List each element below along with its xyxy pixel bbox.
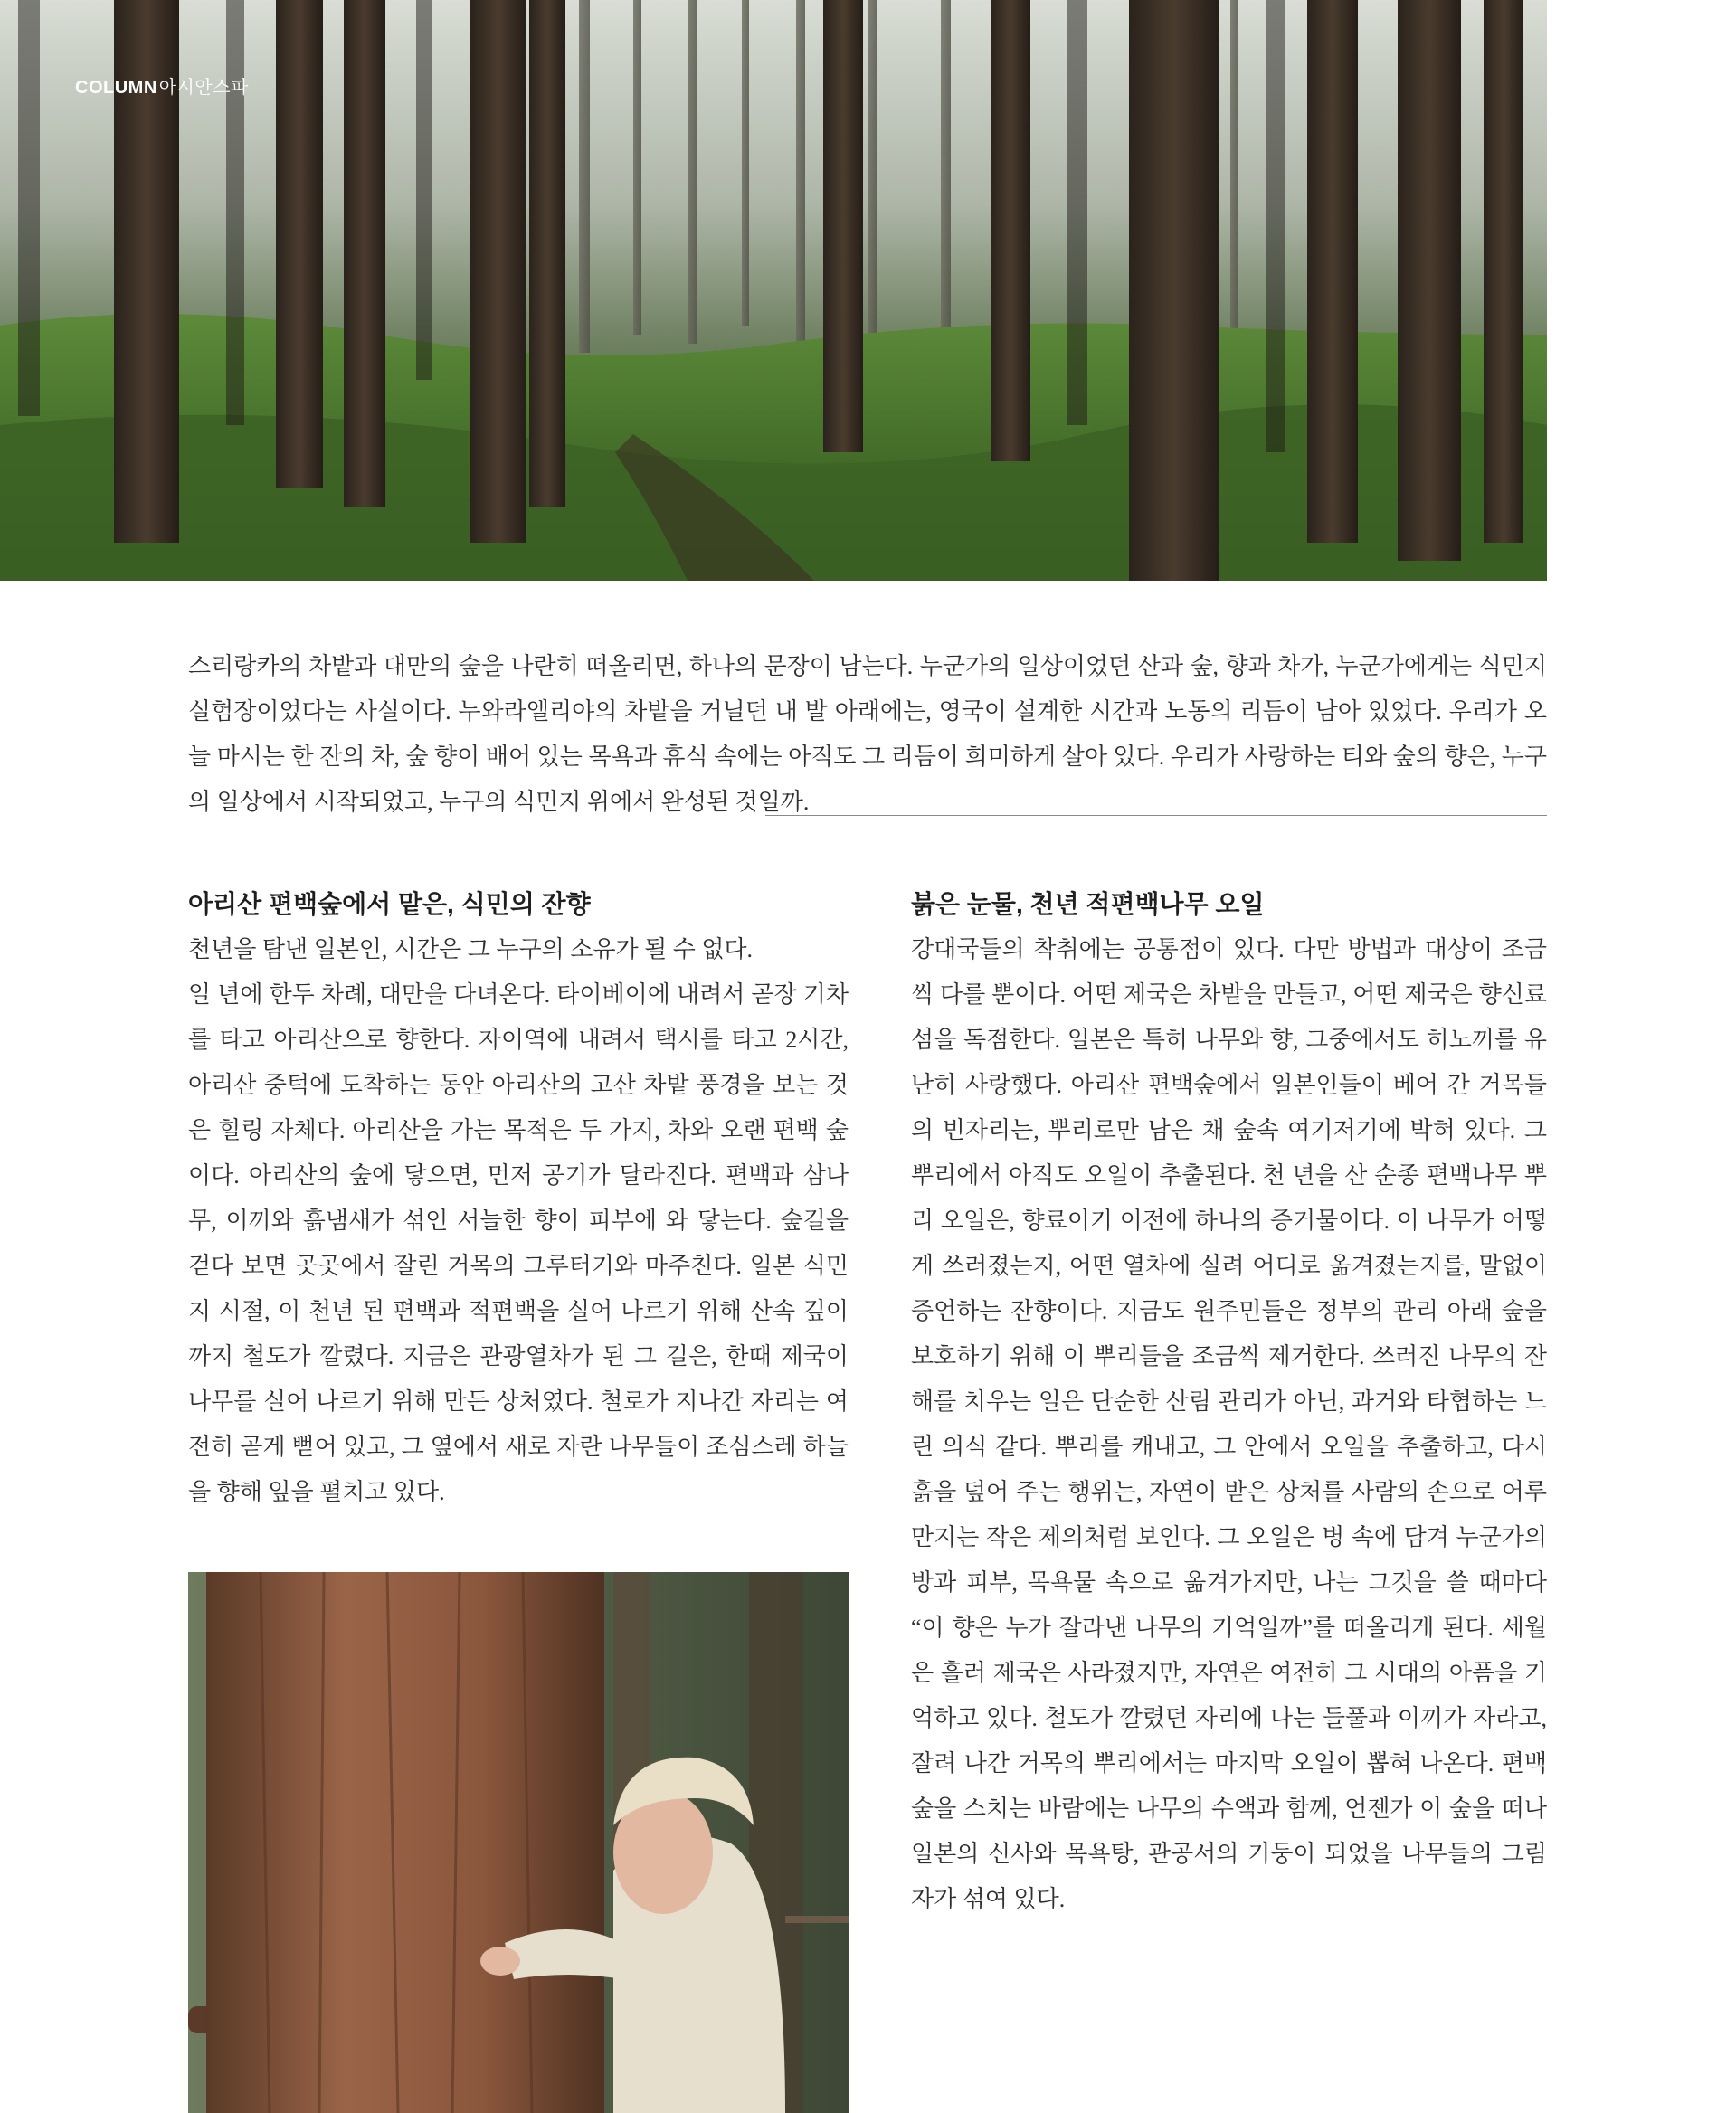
right-body: 강대국들의 착취에는 공통점이 있다. 다만 방법과 대상이 조금씩 다를 뿐이다. 어떤 제국은 차밭을 만들고, 어떤 제국은 향신료 섬을 독점한다. 일본은 특히 나무와 향, 그중에서도 히노끼를 유난히 사랑했다. 아리산 편백숲에서 일본인들이 베어 간 거목들의 빈자리는, 뿌리로만 남은 채 숲속 여기저기에 박혀 있다. 그 뿌리에서 아직도 오일이 추출된다. 천 년을 산 순종 편백나무 뿌리 오일은, 향료이기 이전에 하나의 증거물이다. 이 나무가 어떻게 쓰러졌는지, 어떤 열차에 실려 어디로 옮겨졌는지를, 말없이 증언하는 잔향이다. 지금도 원주민들은 정부의 관리 아래 숲을 보호하기 위해 이 뿌리들을 조금씩 제거한다. 쓰러진 나무의 잔해를 치우는 일은 단순한 산림 관리가 아닌, 과거와 타협하는 느린 의식 같다. 뿌리를 캐내고, 그 안에서 오일을 추출하고, 다시 흙을 덮어 주는 행위는, 자연이 받은 상처를 사람의 손으로 어루만지는 작은 제의처럼 보인다. 그 오일은 병 속에 담겨 누군가의 방과 피부, 목욕물 속으로 옮겨가지만, 나는 그것을 쓸 때마다 “이 향은 누가 잘라낸 나무의 기억일까”를 떠올리게 된다. 세월은 흘러 제국은 사라졌지만, 자연은 여전히 그 시대의 아픔을 기억하고 있다. 철도가 깔렸던 자리에 나는 들풀과 이끼가 자라고, 잘려 나간 거목의 뿌리에서는 마지막 오일이 뽑혀 나온다. 편백 숲을 스치는 바람에는 나무의 수액과 함께, 언젠가 이 숲을 떠나 일본의 신사와 목욕탕, 관공서의 기둥이 되었을 나무들의 그림자가 섞여 있다. bbox=[911, 936, 1547, 1912]
left-heading: 아리산 편백숲에서 맡은, 식민의 잔향 bbox=[188, 890, 591, 918]
column-label: COLUMN bbox=[75, 78, 157, 98]
right-column bbox=[911, 882, 1547, 1922]
intro-paragraph: 스리랑카의 차밭과 대만의 숲을 나란히 떠올리면, 하나의 문장이 남는다. 누군가의 일상이었던 산과 숲, 향과 차가, 누군가에게는 식민지 실험장이었다는 사실이다. 누와라엘리야의 차밭을 거닐던 내 발 아래에는, 영국이 설계한 시간과 노동의 리듬이 남아 있었다. 우리가 오늘 마시는 한 잔의 차, 숲 향이 배어 있는 목욕과 휴식 속에는 아직도 그 리듬이 희미하게 살아 있다. 우리가 사랑하는 티와 숲의 향은, 누구의 일상에서 시작되었고, 누구의 식민지 위에서 완성된 것일까. bbox=[188, 653, 1547, 815]
left-column bbox=[188, 882, 849, 1515]
left-subheading: 천년을 탐낸 일본인, 시간은 그 누구의 소유가 될 수 없다. bbox=[188, 936, 754, 962]
tree-hug-illustration bbox=[188, 1572, 849, 2113]
tree-hug-photo bbox=[188, 1572, 849, 2113]
intro-divider bbox=[765, 815, 1547, 816]
column-tag bbox=[75, 72, 249, 99]
column-section: 아시안스파 bbox=[158, 78, 249, 98]
right-heading: 붉은 눈물, 천년 적편백나무 오일 bbox=[911, 890, 1265, 918]
left-body: 일 년에 한두 차례, 대만을 다녀온다. 타이베이에 내려서 곧장 기차를 타고 아리산으로 향한다. 자이역에 내려서 택시를 타고 2시간, 아리산 중턱에 도착하는 동안 아리산의 고산 차밭 풍경을 보는 것은 힐링 자체다. 아리산을 가는 목적은 두 가지, 차와 오랜 편백 숲이다. 아리산의 숲에 닿으면, 먼저 공기가 달라진다. 편백과 삼나무, 이끼와 흙냄새가 섞인 서늘한 향이 피부에 와 닿는다. 숲길을 걷다 보면 곳곳에서 잘린 거목의 그루터기와 마주친다. 일본 식민지 시절, 이 천년 된 편백과 적편백을 실어 나르기 위해 산속 깊이까지 철도가 깔렸다. 지금은 관광열차가 된 그 길은, 한때 제국이 나무를 실어 나르기 위해 만든 상처였다. 철로가 지나간 자리는 여전히 곧게 뻗어 있고, 그 옆에서 새로 자란 나무들이 조심스레 하늘을 향해 잎을 펼치고 있다. bbox=[188, 981, 849, 1505]
forest-photo bbox=[0, 0, 1547, 581]
